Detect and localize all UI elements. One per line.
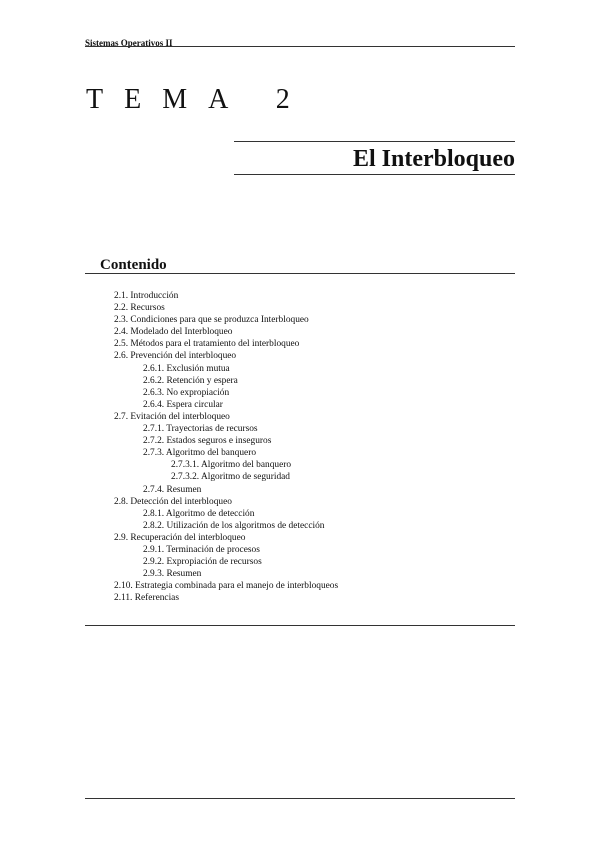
toc-entry[interactable]: 2.8.1. Algoritmo de detección [143, 508, 255, 519]
toc-entry[interactable]: 2.7.4. Resumen [143, 484, 202, 495]
toc-entry[interactable]: 2.6.1. Exclusión mutua [143, 363, 230, 374]
toc-entry[interactable]: 2.6.3. No expropiación [143, 387, 230, 398]
running-header: Sistemas Operativos II [85, 38, 173, 48]
toc-entry[interactable]: 2.9.3. Resumen [143, 569, 202, 580]
header-rule [85, 46, 515, 47]
toc-entry[interactable]: 2.9.1. Terminación de procesos [143, 544, 260, 555]
toc-entry[interactable]: 2.8.2. Utilización de los algoritmos de detección [143, 520, 325, 531]
toc-entry[interactable]: 2.11. Referencias [114, 593, 179, 604]
toc-entry[interactable]: 2.9.2. Expropiación de recursos [143, 557, 262, 568]
toc-entry[interactable]: 2.3. Condiciones para que se produzca Interbloqueo [114, 315, 309, 326]
toc-entry[interactable]: 2.2. Recursos [114, 303, 165, 314]
footer-rule [85, 798, 515, 799]
toc-entry[interactable]: 2.7.2. Estados seguros e inseguros [143, 436, 272, 447]
toc-entry[interactable]: 2.4. Modelado del Interbloqueo [114, 327, 233, 338]
chapter-label: TEMA 2 [86, 84, 311, 115]
toc-entry[interactable]: 2.1. Introducción [114, 291, 179, 301]
title-bottom-rule [234, 174, 515, 175]
contents-heading: Contenido [100, 257, 167, 273]
toc-bottom-rule [85, 625, 515, 626]
table-of-contents [114, 290, 338, 604]
title-top-rule [234, 141, 515, 142]
toc-entry[interactable]: 2.6.2. Retención y espera [143, 375, 238, 386]
toc-entry[interactable]: 2.7.1. Trayectorias de recursos [143, 424, 258, 435]
toc-entry[interactable]: 2.6.4. Espera circular [143, 399, 223, 410]
contents-rule [85, 273, 515, 274]
toc-entry[interactable]: 2.7.3.2. Algoritmo de seguridad [171, 472, 290, 483]
chapter-title: El Interbloqueo [352, 146, 515, 172]
toc-entry[interactable]: 2.5. Métodos para el tratamiento del interbloqueo [114, 339, 300, 350]
toc-entry[interactable]: 2.6. Prevención del interbloqueo [114, 351, 237, 362]
toc-entry[interactable]: 2.7.3. Algoritmo del banquero [143, 448, 257, 459]
toc-entry[interactable]: 2.10. Estrategia combinada para el manejo de interbloqueos [114, 581, 339, 592]
toc-entry[interactable]: 2.7. Evitación del interbloqueo [114, 411, 230, 422]
toc-entry[interactable]: 2.9. Recuperación del interbloqueo [114, 532, 246, 543]
toc-entry[interactable]: 2.8. Detección del interbloqueo [114, 496, 232, 507]
toc-entry[interactable]: 2.7.3.1. Algoritmo del banquero [171, 460, 292, 471]
